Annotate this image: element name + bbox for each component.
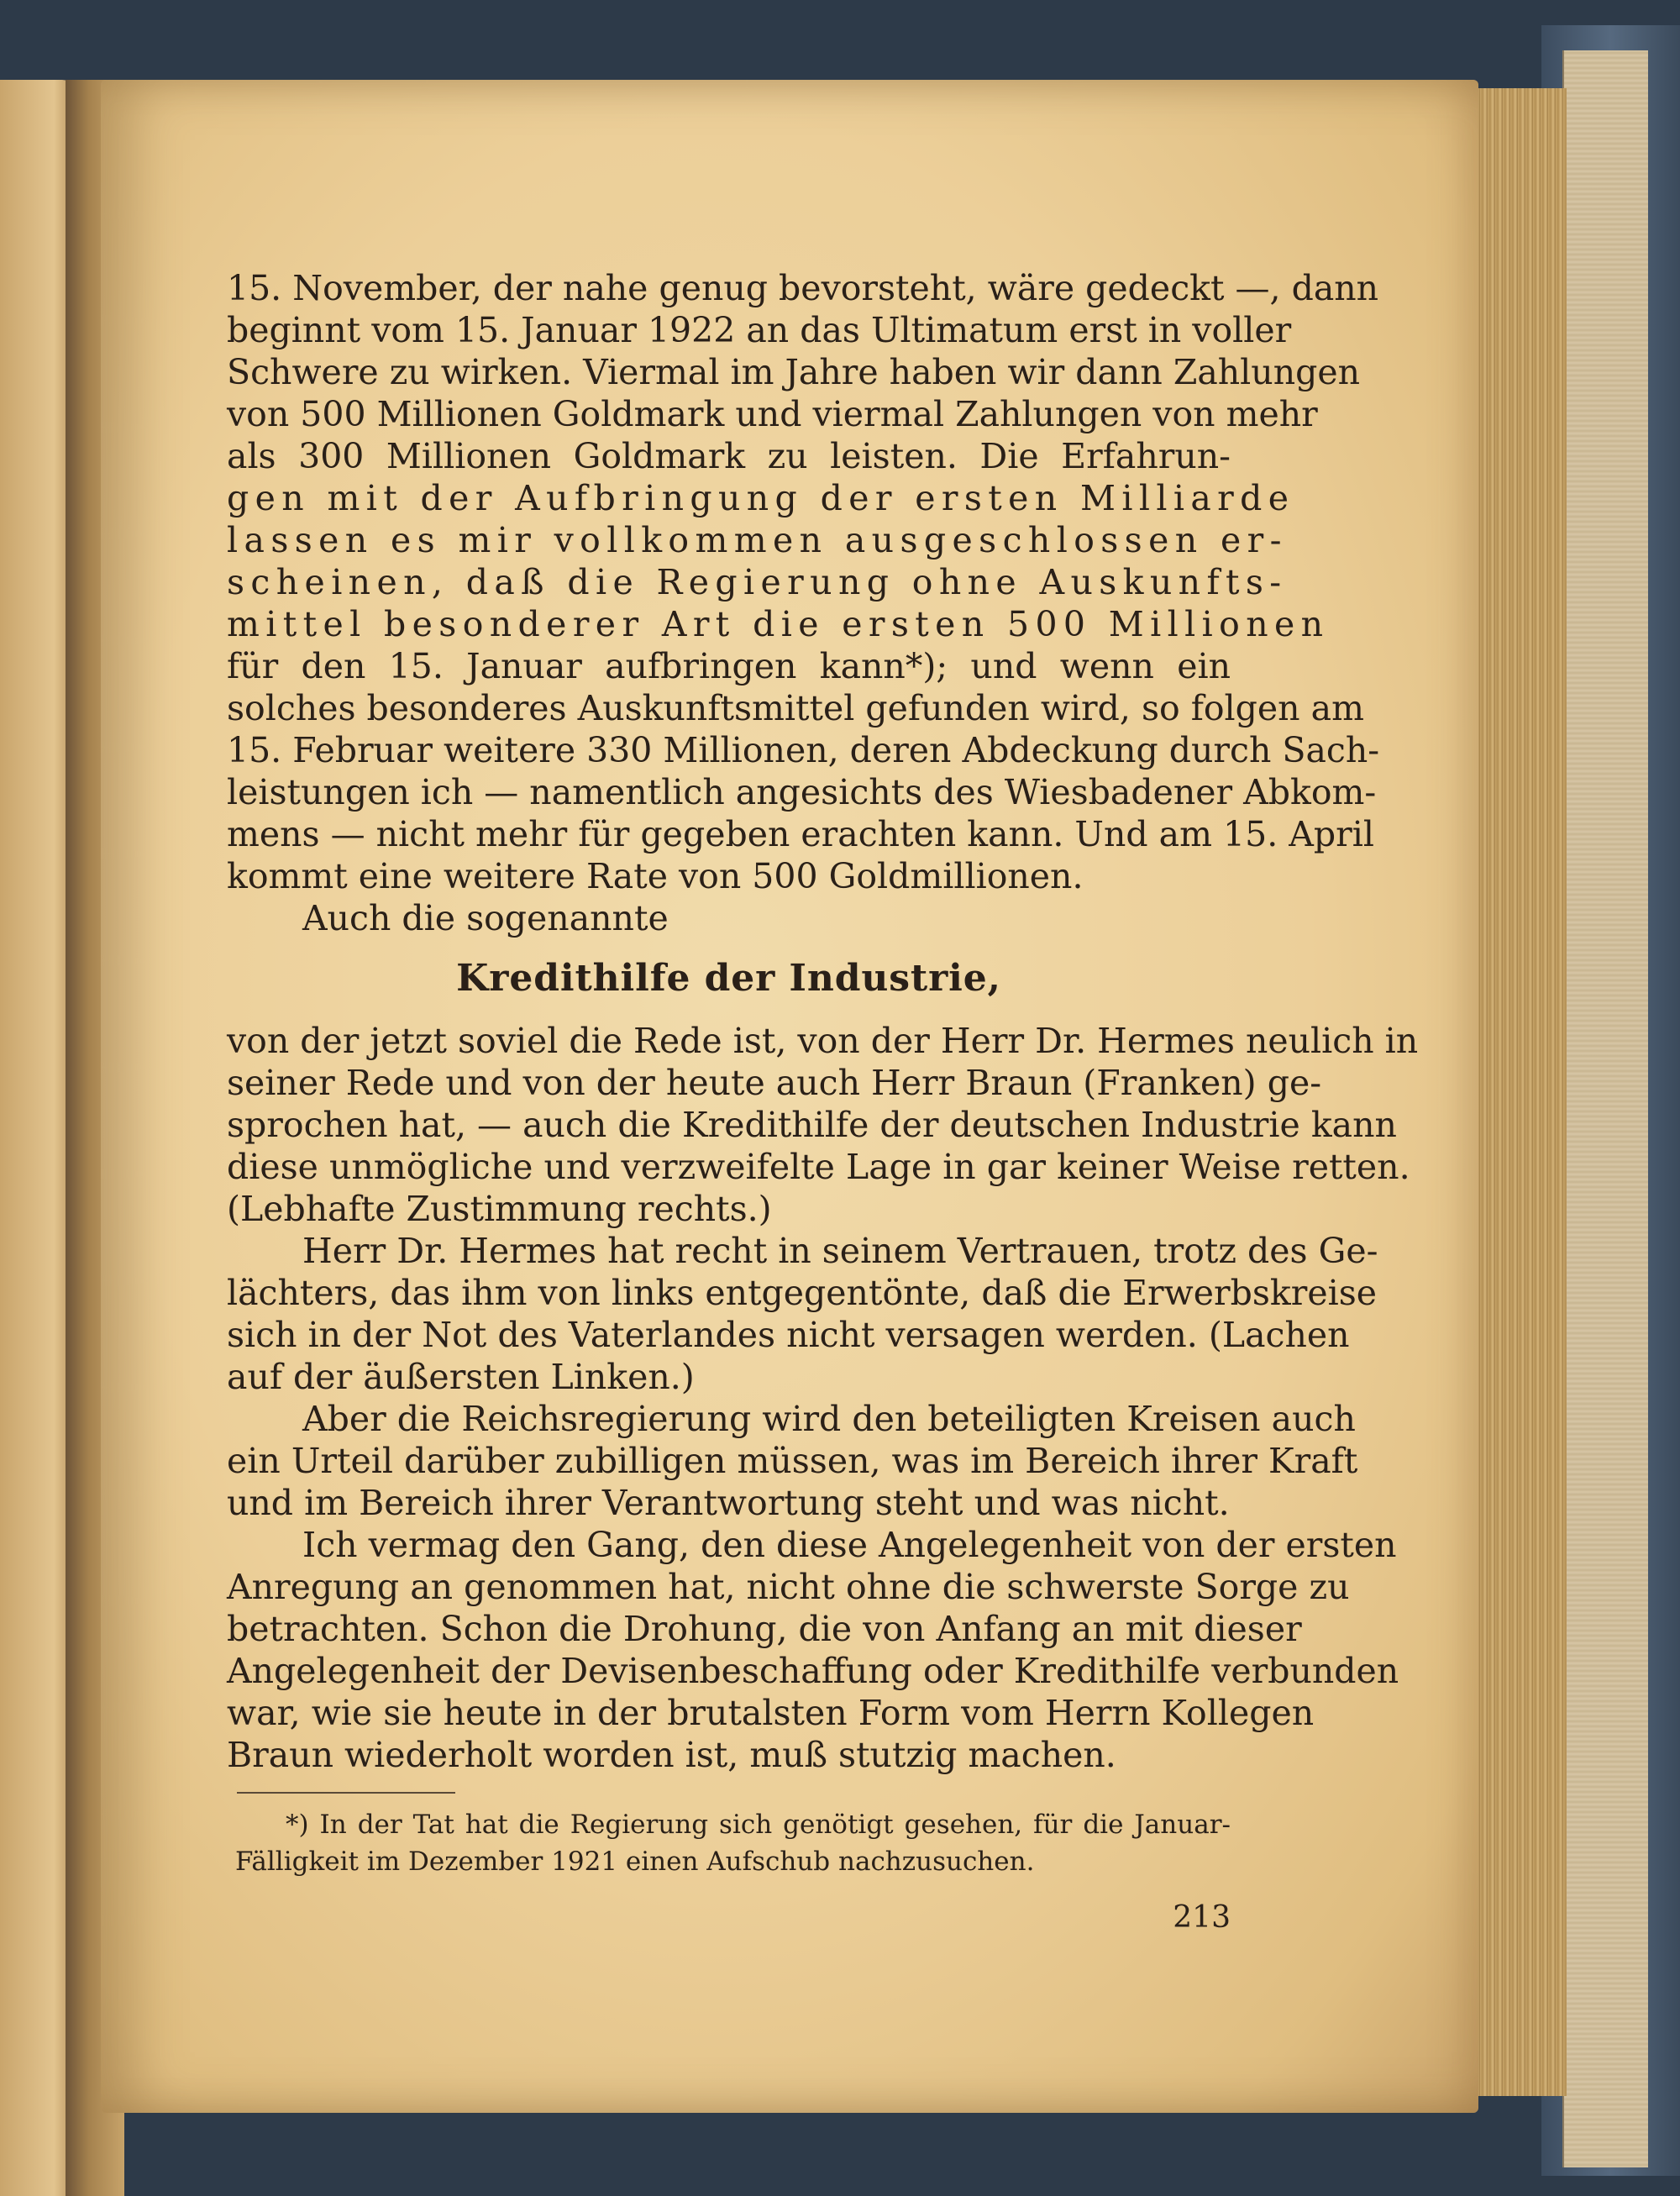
text-line: Angelegenheit der Devisenbeschaffung oder Kredithilfe verbunden (227, 1651, 1399, 1691)
book-cover-cloth (1562, 50, 1648, 2167)
text-line: Braun wiederholt worden ist, muß stutzig machen. (227, 1735, 1116, 1775)
text-line: war, wie sie heute in der brutalsten Form vom Herrn Kollegen (227, 1693, 1315, 1733)
text-line: kommt eine weitere Rate von 500 Goldmillionen. (227, 856, 1084, 896)
text-line: Aber die Reichsregierung wird den beteiligten Kreisen auch (302, 1399, 1356, 1439)
text-line: von 500 Millionen Goldmark und viermal Zahlungen von mehr (227, 394, 1318, 434)
text-line: scheinen, daß die Regierung ohne Auskunfts- (227, 562, 1288, 602)
text-line: auf der äußersten Linken.) (227, 1357, 695, 1397)
text-line: für den 15. Januar aufbringen kann*); und wenn ein (227, 646, 1231, 686)
text-line: (Lebhafte Zustimmung rechts.) (227, 1189, 772, 1229)
text-line: lächters, das ihm von links entgegentönte, daß die Erwerbskreise (227, 1273, 1377, 1313)
text-line: diese unmögliche und verzweifelte Lage in gar keiner Weise retten. (227, 1147, 1410, 1187)
footnote (235, 1806, 1231, 1880)
text-line: seiner Rede und von der heute auch Herr Braun (Franken) ge- (227, 1063, 1322, 1103)
text-line: Schwere zu wirken. Viermal im Jahre haben wir dann Zahlungen (227, 352, 1361, 392)
text-line: leistungen ich — namentlich angesichts des Wiesbadener Abkom- (227, 772, 1377, 812)
section-heading: Kredithilfe der Industrie, (456, 957, 1001, 1000)
text-line: Ich vermag den Gang, den diese Angelegenheit von der ersten (302, 1525, 1397, 1565)
footnote-divider (237, 1792, 455, 1794)
text-line: betrachten. Schon die Drohung, die von Anfang an mit dieser (227, 1609, 1302, 1649)
text-line: 15. Februar weitere 330 Millionen, deren Abdeckung durch Sach- (227, 730, 1380, 770)
text-line: mens — nicht mehr für gegeben erachten kann. Und am 15. April (227, 814, 1374, 854)
footnote-line: Fälligkeit im Dezember 1921 einen Aufschub nachzusuchen. (235, 1847, 1035, 1877)
text-line: von der jetzt soviel die Rede ist, von der Herr Dr. Hermes neulich in (227, 1021, 1419, 1061)
text-line: beginnt vom 15. Januar 1922 an das Ultimatum erst in voller (227, 310, 1292, 350)
text-line: Herr Dr. Hermes hat recht in seinem Vertrauen, trotz des Ge- (302, 1231, 1378, 1271)
text-line: Auch die sogenannte (302, 898, 669, 938)
text-line: solches besonderes Auskunftsmittel gefunden wird, so folgen am (227, 688, 1364, 728)
text-line: und im Bereich ihrer Verantwortung steht und was nicht. (227, 1483, 1230, 1523)
text-line: 15. November, der nahe genug bevorsteht, wäre gedeckt —, dann (227, 268, 1379, 308)
text-line: gen mit der Aufbringung der ersten Milliarde (227, 478, 1295, 518)
text-line: Anregung an genommen hat, nicht ohne die schwerste Sorge zu (227, 1567, 1350, 1607)
text-line: sich in der Not des Vaterlandes nicht versagen werden. (Lachen (227, 1315, 1350, 1355)
footnote-line: *) In der Tat hat die Regierung sich genötigt gesehen, für die Januar- (286, 1810, 1231, 1840)
text-line: lassen es mir vollkommen ausgeschlossen er- (227, 520, 1288, 560)
page-text-block (227, 267, 1419, 1776)
page-number: 213 (1173, 1900, 1231, 1935)
text-line: sprochen hat, — auch die Kredithilfe der deutschen Industrie kann (227, 1105, 1397, 1145)
text-line: mittel besonderer Art die ersten 500 Millionen (227, 604, 1330, 644)
text-line: als 300 Millionen Goldmark zu leisten. Die Erfahrun- (227, 436, 1231, 476)
text-line: ein Urteil darüber zubilligen müssen, was im Bereich ihrer Kraft (227, 1441, 1358, 1481)
